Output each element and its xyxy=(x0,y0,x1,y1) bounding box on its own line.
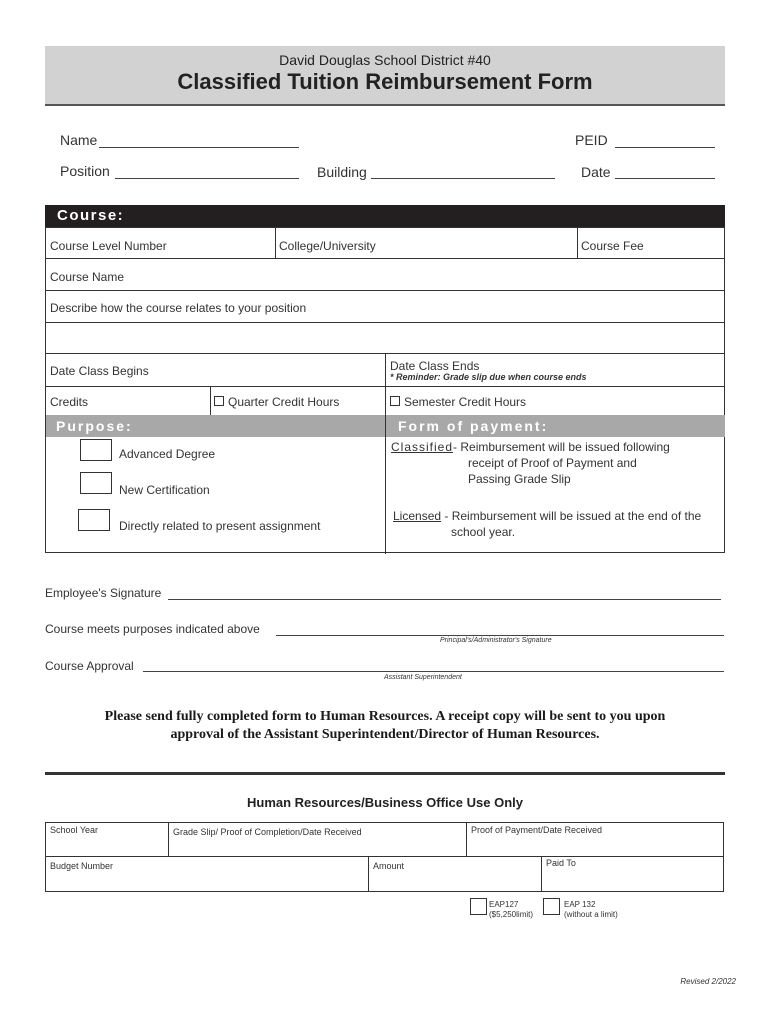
present-assignment-label: Directly related to present assignment xyxy=(119,519,321,533)
form-header xyxy=(45,46,725,106)
course-section-heading: Course: xyxy=(45,205,725,227)
quarter-credit-option[interactable]: Quarter Credit Hours xyxy=(214,395,339,409)
payment-heading: Form of payment: xyxy=(386,415,725,437)
name-label: Name xyxy=(60,132,98,148)
peid-label: PEID xyxy=(575,132,608,148)
classified-payment-text-2: receipt of Proof of Payment and xyxy=(468,456,637,470)
credits-field[interactable]: Credits xyxy=(50,395,89,409)
advanced-degree-label: Advanced Degree xyxy=(119,447,216,461)
college-field[interactable]: College/University xyxy=(279,239,376,253)
office-use-table xyxy=(45,822,724,892)
position-field[interactable] xyxy=(115,178,299,179)
date-label: Date xyxy=(581,164,611,180)
proof-payment-field[interactable]: Proof of Payment/Date Received xyxy=(471,825,603,835)
principal-caption: Principal's/Administrator's Signature xyxy=(440,637,552,644)
eap132-label: EAP 132 (without a limit) xyxy=(564,900,618,919)
licensed-payment-text-2: school year. xyxy=(451,525,516,539)
paid-to-field[interactable]: Paid To xyxy=(546,858,576,868)
classified-payment-text-3: Passing Grade Slip xyxy=(468,472,571,486)
name-field[interactable] xyxy=(99,147,299,148)
reminder-note: * Reminder: Grade slip due when course ends xyxy=(390,372,587,382)
employee-signature-field[interactable] xyxy=(168,599,721,600)
date-field[interactable] xyxy=(615,178,715,179)
advanced-degree-checkbox[interactable] xyxy=(80,439,112,461)
section-divider xyxy=(45,772,725,775)
course-table xyxy=(45,227,725,553)
instructions-line-1: Please send fully completed form to Human Resources. A receipt copy will be sent to you upon xyxy=(104,709,666,724)
office-use-heading: Human Resources/Business Office Use Only xyxy=(247,795,523,810)
employee-signature-label: Employee's Signature xyxy=(45,586,162,600)
principal-signature-field[interactable] xyxy=(276,635,724,636)
licensed-payment-text: Licensed - Reimbursement will be issued at the end of the xyxy=(393,509,702,523)
course-fee-field[interactable]: Course Fee xyxy=(581,239,644,253)
instructions-line-2: approval of the Assistant Superintendent/Director of Human Resources. xyxy=(170,727,600,742)
eap127-checkbox[interactable] xyxy=(470,898,487,915)
checkbox-icon xyxy=(214,396,224,406)
district-name: David Douglas School District #40 xyxy=(279,52,491,68)
course-meets-label: Course meets purposes indicated above xyxy=(45,622,260,636)
budget-number-field[interactable]: Budget Number xyxy=(50,861,114,871)
course-approval-label: Course Approval xyxy=(45,659,134,673)
eap132-checkbox[interactable] xyxy=(543,898,560,915)
date-begins-field[interactable]: Date Class Begins xyxy=(50,364,149,378)
revision-date: Revised 2/2022 xyxy=(680,977,736,986)
building-field[interactable] xyxy=(371,178,555,179)
amount-field[interactable]: Amount xyxy=(373,861,405,871)
course-level-number-field[interactable]: Course Level Number xyxy=(50,239,167,253)
position-label: Position xyxy=(60,163,110,179)
semester-credit-option[interactable]: Semester Credit Hours xyxy=(390,395,526,409)
course-name-field[interactable]: Course Name xyxy=(50,270,125,284)
new-certification-checkbox[interactable] xyxy=(80,472,112,494)
present-assignment-checkbox[interactable] xyxy=(78,509,110,531)
new-certification-label: New Certification xyxy=(119,483,210,497)
form-title: Classified Tuition Reimbursement Form xyxy=(177,69,593,94)
grade-slip-field[interactable]: Grade Slip/ Proof of Completion/Date Received xyxy=(173,827,362,837)
school-year-field[interactable]: School Year xyxy=(50,825,99,835)
classified-payment-text: Classified- Reimbursement will be issued following xyxy=(391,440,670,454)
building-label: Building xyxy=(317,164,367,180)
purpose-heading: Purpose: xyxy=(46,415,385,437)
describe-field[interactable]: Describe how the course relates to your position xyxy=(50,301,307,315)
assistant-caption: Assistant Superintendent xyxy=(384,674,462,681)
peid-field[interactable] xyxy=(615,147,715,148)
checkbox-icon xyxy=(390,396,400,406)
eap127-label: EAP127 ($5,250limit) xyxy=(489,900,534,919)
date-ends-field[interactable]: Date Class Ends xyxy=(390,359,480,373)
approval-signature-field[interactable] xyxy=(143,671,724,672)
